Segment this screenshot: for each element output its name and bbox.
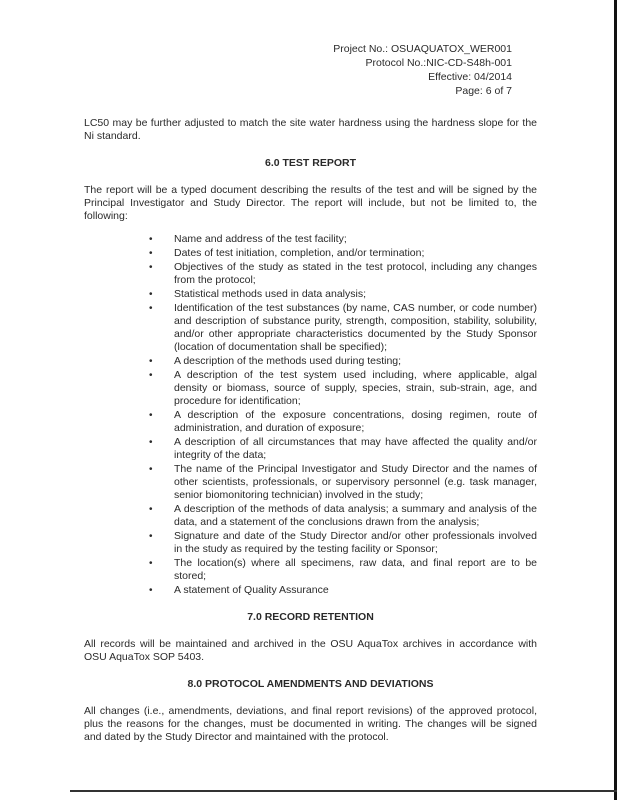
page-number: Page: 6 of 7 [455, 85, 512, 97]
list-item: • Name and address of the test facility; [149, 233, 537, 246]
list-item: • Dates of test initiation, completion, and/or termination; [149, 247, 537, 260]
list-item: • The location(s) where all specimens, raw data, and final report are to be stored; [149, 557, 537, 583]
protocol-number: Protocol No.:NIC-CD-S48h-001 [365, 57, 512, 69]
list-item: • A description of the methods used during testing; [149, 355, 537, 368]
section-6-heading: 6.0 TEST REPORT [264, 157, 357, 169]
list-item: • A description of the methods of data analysis; a summary and analysis of the data, and a statement of the conclusions drawn from the analysis; [149, 503, 537, 529]
list-item: • The name of the Principal Investigator and Study Director and the names of other scientists, professionals, or supervisory personnel (e.g. task manager, senior biomonitoring technician) involved in the study; [149, 463, 537, 502]
section-8-text: All changes (i.e., amendments, deviations, and final report revisions) of the approved protocol, plus the reasons for the changes, must be documented in writing. The changes will be signed and dated by the Study Director and maintained with the protocol. [84, 705, 537, 743]
footer-rule [70, 790, 617, 792]
section-7-heading: 7.0 RECORD RETENTION [247, 611, 374, 623]
list-item: • Signature and date of the Study Director and/or other professionals involved in the study as required by the testing facility or Sponsor; [149, 530, 537, 556]
report-contents-list [84, 233, 537, 597]
section-8-heading: 8.0 PROTOCOL AMENDMENTS AND DEVIATIONS [187, 678, 434, 690]
list-item: • A description of all circumstances that may have affected the quality and/or integrity of the data; [149, 436, 537, 462]
list-item: • A description of the test system used including, where applicable, algal density or biomass, source of supply, species, strain, sub-strain, age, and procedure for identification; [149, 369, 537, 408]
list-item: • Identification of the test substances (by name, CAS number, or code number) and description of substance purity, strength, composition, stability, solubility, and/or other appropriate characteristics documented by the Study Sponsor (location of documentation shall be specified); [149, 302, 537, 354]
list-item: • A statement of Quality Assurance [149, 584, 537, 597]
document-header [333, 42, 512, 98]
list-item: • Statistical methods used in data analysis; [149, 288, 537, 301]
effective-date: Effective: 04/2014 [428, 71, 512, 83]
intro-paragraph: LC50 may be further adjusted to match the site water hardness using the hardness slope for the Ni standard. [84, 117, 537, 142]
list-item: • A description of the exposure concentrations, dosing regimen, route of administration, and duration of exposure; [149, 409, 537, 435]
document-body [84, 117, 537, 744]
section-7-text: All records will be maintained and archived in the OSU AquaTox archives in accordance with OSU AquaTox SOP 5403. [84, 638, 537, 663]
list-item: • Objectives of the study as stated in the test protocol, including any changes from the protocol; [149, 261, 537, 287]
section-6-intro: The report will be a typed document describing the results of the test and will be signed by the Principal Investigator and Study Director. The report will include, but not be limited to, the following: [84, 184, 537, 222]
project-number: Project No.: OSUAQUATOX_WER001 [333, 43, 512, 55]
